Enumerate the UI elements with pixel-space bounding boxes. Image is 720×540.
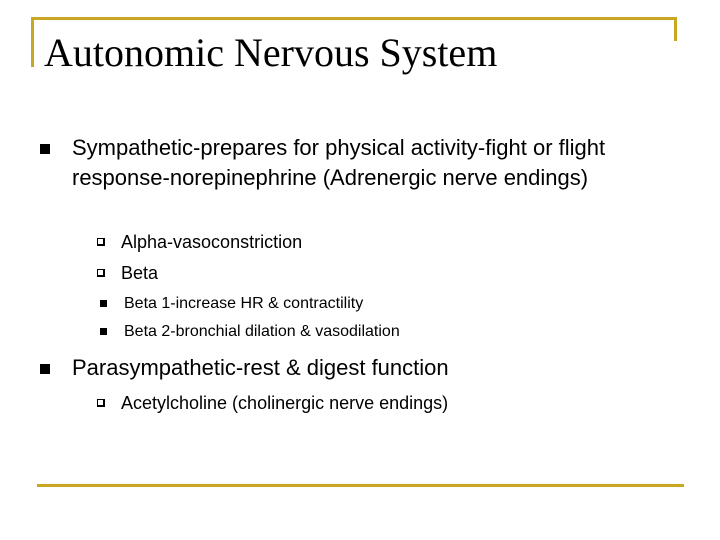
- frame-top-line: [31, 17, 677, 20]
- bullet-text: Parasympathetic-rest & digest function: [72, 355, 449, 380]
- frame-bottom-line: [37, 484, 684, 487]
- frame-right-line: [674, 17, 677, 41]
- square-bullet-icon: [40, 144, 50, 154]
- bullet-acetylcholine: [97, 391, 657, 415]
- bullet-sympathetic: [40, 133, 670, 193]
- bullet-beta-2: [100, 321, 660, 343]
- bullet-text: Sympathetic-prepares for physical activity-fight or flight response-norepinephrine (Adrenergic nerve endings): [72, 135, 606, 190]
- bullet-alpha: [97, 230, 657, 254]
- bullet-text: Acetylcholine (cholinergic nerve endings): [121, 393, 449, 413]
- square-bullet-icon: [100, 328, 107, 335]
- bullet-text: Beta: [121, 263, 159, 283]
- bullet-text: Beta 1-increase HR & contractility: [124, 295, 364, 312]
- bullet-beta-1: [100, 293, 660, 315]
- hollow-square-bullet-icon: [97, 238, 105, 246]
- frame-left-line: [31, 17, 34, 67]
- square-bullet-icon: [40, 364, 50, 374]
- bullet-parasympathetic: [40, 353, 670, 383]
- bullet-text: Alpha-vasoconstriction: [121, 232, 303, 252]
- hollow-square-bullet-icon: [97, 269, 105, 277]
- bullet-beta: [97, 261, 657, 285]
- hollow-square-bullet-icon: [97, 399, 105, 407]
- bullet-text: Beta 2-bronchial dilation & vasodilation: [124, 323, 400, 340]
- square-bullet-icon: [100, 300, 107, 307]
- slide-title: Autonomic Nervous System: [44, 30, 501, 76]
